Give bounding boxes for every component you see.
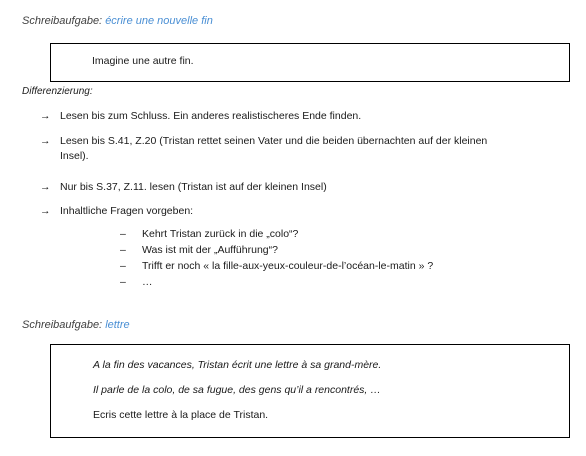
dash-icon: –	[120, 260, 126, 272]
section1-heading	[22, 15, 213, 27]
question-item: – Trifft er noch « la fille-aux-yeux-couleur-de-l’océan-le-matin » ?	[120, 260, 434, 272]
dash-icon: –	[120, 276, 126, 288]
letter-line: Il parle de la colo, de sa fugue, des gens qu’il a rencontrés, …	[93, 384, 381, 396]
section1-title: écrire une nouvelle fin	[105, 15, 213, 27]
diff-item: → Inhaltliche Fragen vorgeben:	[40, 205, 194, 217]
question-item: – Kehrt Tristan zurück in die „colo“?	[120, 228, 299, 240]
diff-item: → Lesen bis S.41, Z.20 (Tristan rettet seinen Vater und die beiden übernachten auf der kleinen	[40, 135, 488, 147]
question-item: – …	[120, 276, 153, 288]
section2-title: lettre	[105, 319, 130, 331]
diff-item: → Lesen bis zum Schluss. Ein anderes realistischeres Ende finden.	[40, 110, 362, 122]
task-box-text: Imagine une autre fin.	[92, 55, 194, 67]
differenzierung-label: Differenzierung:	[22, 86, 93, 97]
section1-label: Schreibaufgabe:	[22, 15, 103, 27]
arrow-icon: →	[40, 181, 51, 193]
arrow-icon: →	[40, 110, 51, 122]
task-box-letter	[50, 344, 570, 438]
task-box-new-ending	[50, 43, 570, 82]
section2-label: Schreibaufgabe:	[22, 319, 103, 331]
letter-line: A la fin des vacances, Tristan écrit une lettre à sa grand-mère.	[93, 359, 382, 371]
section2-heading	[22, 319, 130, 331]
question-item: – Was ist mit der „Aufführung“?	[120, 244, 278, 256]
diff-item-continuation: Insel).	[60, 150, 89, 162]
diff-item: → Nur bis S.37, Z.11. lesen (Tristan ist auf der kleinen Insel)	[40, 181, 327, 193]
dash-icon: –	[120, 228, 126, 240]
letter-line: Ecris cette lettre à la place de Tristan.	[93, 409, 269, 421]
arrow-icon: →	[40, 205, 51, 217]
dash-icon: –	[120, 244, 126, 256]
arrow-icon: →	[40, 135, 51, 147]
